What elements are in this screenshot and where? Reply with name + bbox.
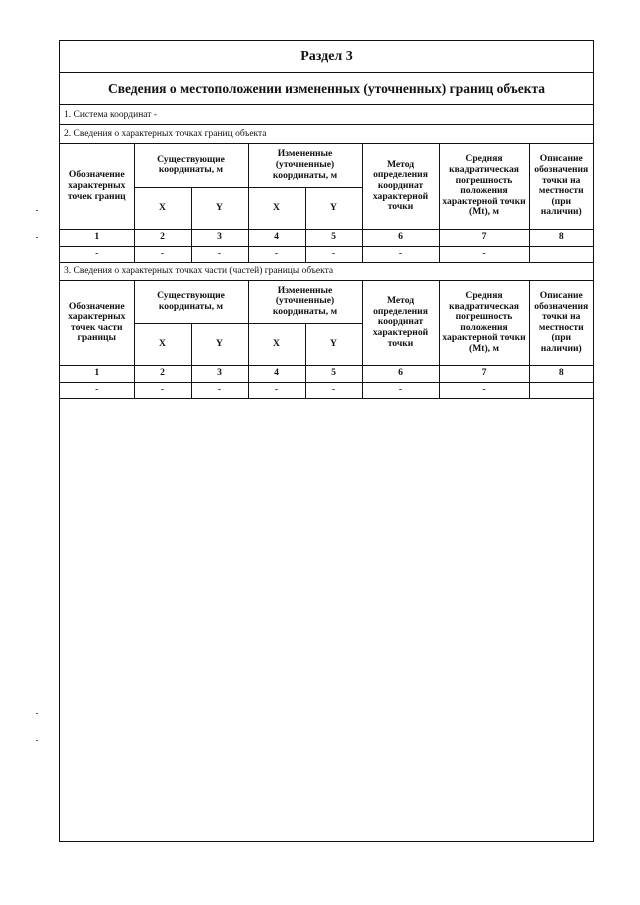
main-heading: Сведения о местоположении измененных (уточненных) границ объекта [60,73,593,105]
table-cell: - [362,382,439,398]
scan-speck [36,237,38,238]
column-number: 4 [248,229,305,246]
col-changed-header: Измененные (уточненные) координаты, м [248,144,362,187]
scan-speck [36,713,38,714]
column-number: 3 [191,229,248,246]
table-cell: - [60,246,134,262]
coordinate-system-label: 1. Система координат - [60,105,593,125]
table-cell: - [191,382,248,398]
col-existing-header: Существующие координаты, м [134,281,248,323]
col-changed-header: Измененные (уточненные) координаты, м [248,281,362,323]
column-number: 1 [60,365,134,382]
column-number: 3 [191,365,248,382]
column-number: 6 [362,229,439,246]
table-row [60,246,593,262]
col-error-header: Средняя квадратическая погрешность положения характерной точки (Mt), м [439,144,529,229]
column-number-row [60,365,593,382]
table-cell: - [248,382,305,398]
column-number: 8 [529,229,593,246]
column-number: 8 [529,365,593,382]
column-number: 5 [305,229,362,246]
col-description-header: Описание обозначения точки на местности (при наличии) [529,281,593,365]
part-points-table [60,281,593,399]
existing-x-header: X [134,187,191,229]
column-number: 7 [439,365,529,382]
column-number: 7 [439,229,529,246]
col-description-header: Описание обозначения точки на местности (при наличии) [529,144,593,229]
scan-speck [36,740,38,741]
changed-x-header: X [248,323,305,365]
column-number: 2 [134,365,191,382]
table-cell: - [439,382,529,398]
col-point-header: Обозначение характерных точек части границы [60,281,134,365]
column-number: 5 [305,365,362,382]
existing-y-header: Y [191,323,248,365]
points-table [60,144,593,263]
scan-speck [36,210,38,211]
table-cell: - [305,246,362,262]
table-cell: - [248,246,305,262]
document-frame [59,40,594,842]
col-method-header: Метод определения координат характерной точки [362,144,439,229]
table-cell: - [134,246,191,262]
col-existing-header: Существующие координаты, м [134,144,248,187]
table-cell [529,382,593,398]
changed-y-header: Y [305,323,362,365]
table-cell [529,246,593,262]
table-cell: - [60,382,134,398]
column-number: 1 [60,229,134,246]
changed-x-header: X [248,187,305,229]
column-number: 2 [134,229,191,246]
changed-y-header: Y [305,187,362,229]
table-cell: - [439,246,529,262]
table-cell: - [362,246,439,262]
section2-heading: 3. Сведения о характерных точках части (частей) границы объекта [60,262,593,281]
section-title: Раздел 3 [60,41,593,73]
column-number-row [60,229,593,246]
section1-heading: 2. Сведения о характерных точках границ объекта [60,125,593,144]
table-cell: - [134,382,191,398]
table-cell: - [191,246,248,262]
column-number: 6 [362,365,439,382]
col-point-header: Обозначение характерных точек границ [60,144,134,229]
table-row [60,382,593,398]
column-number: 4 [248,365,305,382]
existing-y-header: Y [191,187,248,229]
existing-x-header: X [134,323,191,365]
col-method-header: Метод определения координат характерной точки [362,281,439,365]
table-cell: - [305,382,362,398]
col-error-header: Средняя квадратическая погрешность положения характерной точки (Mt), м [439,281,529,365]
